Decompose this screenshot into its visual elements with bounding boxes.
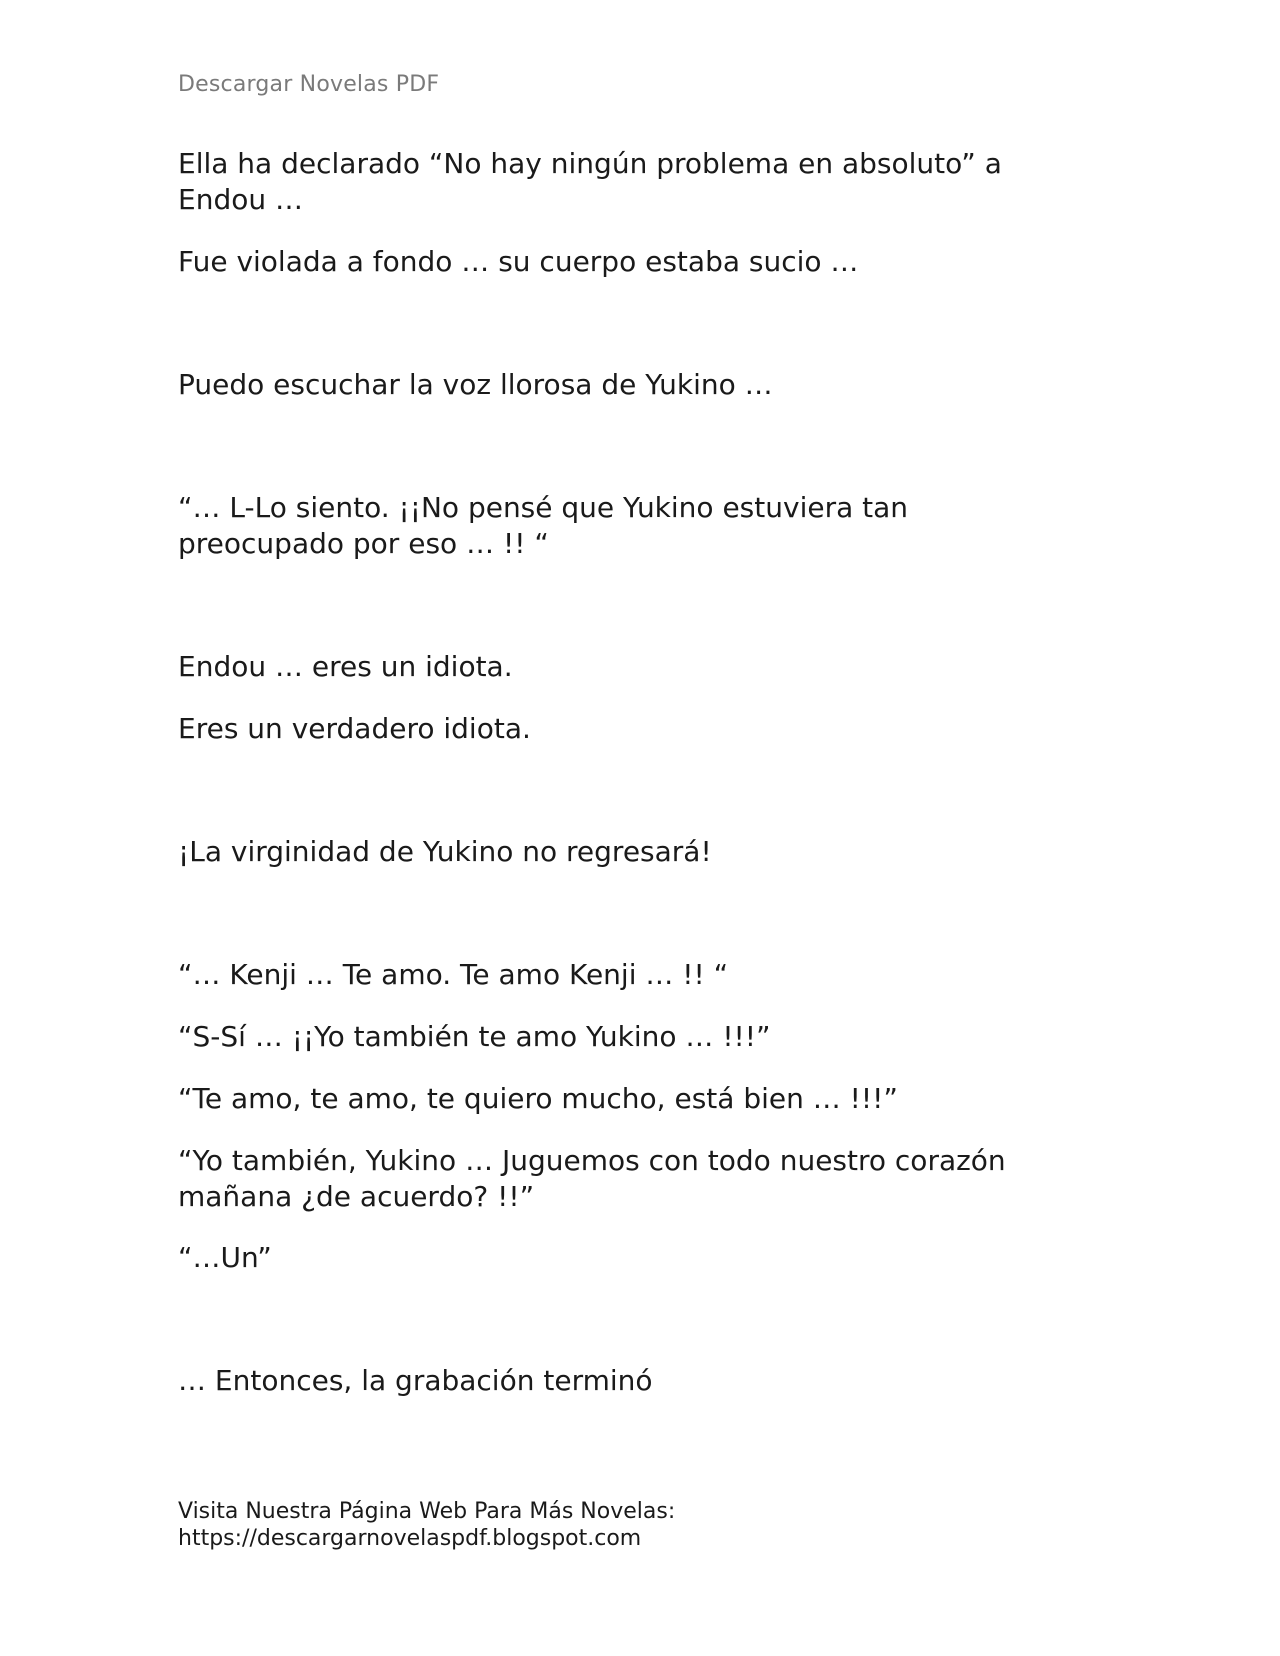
paragraph-1: Ella ha declarado “No hay ningún problema en absoluto” a Endou … bbox=[178, 147, 1002, 216]
paragraph-2: Fue violada a fondo … su cuerpo estaba sucio … bbox=[178, 245, 859, 278]
paragraph-9: “S-Sí … ¡¡Yo también te amo Yukino … !!!” bbox=[178, 1020, 771, 1053]
page-footer bbox=[178, 1498, 1078, 1552]
paragraph-13: … Entonces, la grabación terminó bbox=[178, 1364, 653, 1397]
paragraph-12: “…Un” bbox=[178, 1241, 272, 1274]
paragraph-10: “Te amo, te amo, te quiero mucho, está bien … !!!” bbox=[178, 1082, 898, 1115]
paragraph-8: “… Kenji … Te amo. Te amo Kenji … !! “ bbox=[178, 958, 729, 991]
page-header-site-title: Descargar Novelas PDF bbox=[178, 72, 440, 97]
paragraph-11: “Yo también, Yukino … Juguemos con todo nuestro corazón mañana ¿de acuerdo? !!” bbox=[178, 1144, 1006, 1213]
paragraph-7: ¡La virginidad de Yukino no regresará! bbox=[178, 835, 712, 868]
paragraph-6: Eres un verdadero idiota. bbox=[178, 712, 531, 745]
paragraph-3: Puedo escuchar la voz llorosa de Yukino … bbox=[178, 368, 773, 401]
footer-visit-text: Visita Nuestra Página Web Para Más Novelas: bbox=[178, 1499, 676, 1524]
footer-website-link[interactable]: https://descargarnovelaspdf.blogspot.com bbox=[178, 1526, 642, 1551]
paragraph-5: Endou … eres un idiota. bbox=[178, 650, 513, 683]
paragraph-4: “… L-Lo siento. ¡¡No pensé que Yukino estuviera tan preocupado por eso … !! “ bbox=[178, 491, 909, 560]
